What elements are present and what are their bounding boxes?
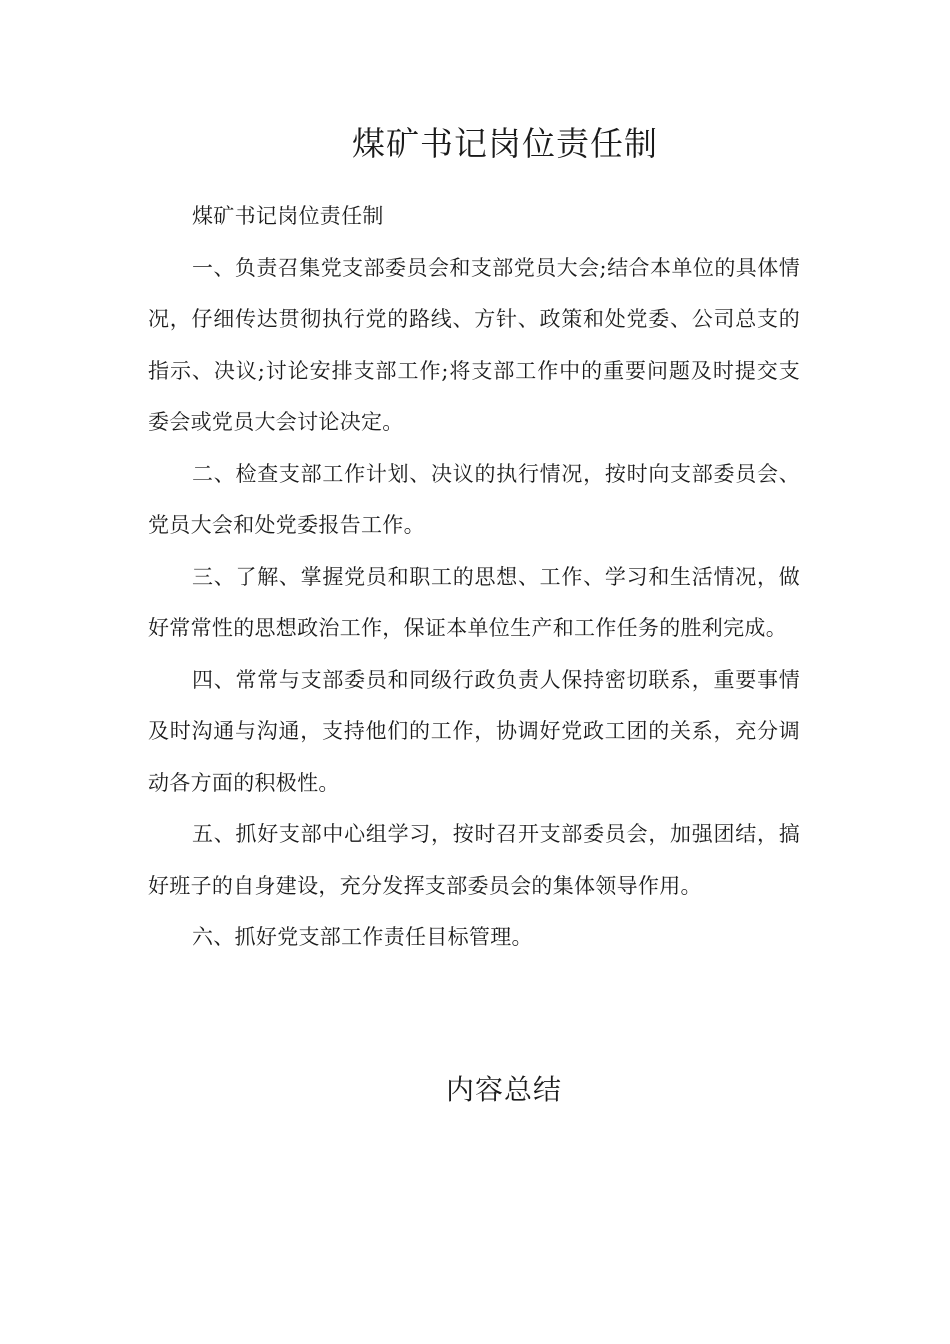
paragraph-item-2: 二、检查支部工作计划、决议的执行情况，按时向支部委员会、党员大会和处党委报告工作。: [148, 461, 800, 537]
summary-heading: 内容总结: [445, 1073, 562, 1106]
paragraph-subtitle: 煤矿书记岗位责任制: [192, 204, 384, 228]
paragraph-item-4: 四、常常与支部委员和同级行政负责人保持密切联系，重要事情及时沟通与沟通，支持他们的工作，协调好党政工团的关系，充分调动各方面的积极性。: [148, 667, 800, 795]
document-title: 煤矿书记岗位责任制: [352, 124, 658, 163]
paragraph-item-5: 五、抓好支部中心组学习，按时召开支部委员会，加强团结，搞好班子的自身建设，充分发挥支部委员会的集体领导作用。: [148, 822, 800, 898]
document-body: [148, 191, 800, 964]
paragraph-item-6: 六、抓好党支部工作责任目标管理。: [192, 925, 533, 949]
paragraph-item-1: 一、负责召集党支部委员会和支部党员大会;结合本单位的具体情况，仔细传达贯彻执行党的路线、方针、政策和处党委、公司总支的指示、决议;讨论安排支部工作;将支部工作中的重要问题及时提交支委会或党员大会讨论决定。: [148, 255, 800, 434]
paragraph-item-3: 三、了解、掌握党员和职工的思想、工作、学习和生活情况，做好常常性的思想政治工作，保证本单位生产和工作任务的胜利完成。: [148, 564, 800, 640]
